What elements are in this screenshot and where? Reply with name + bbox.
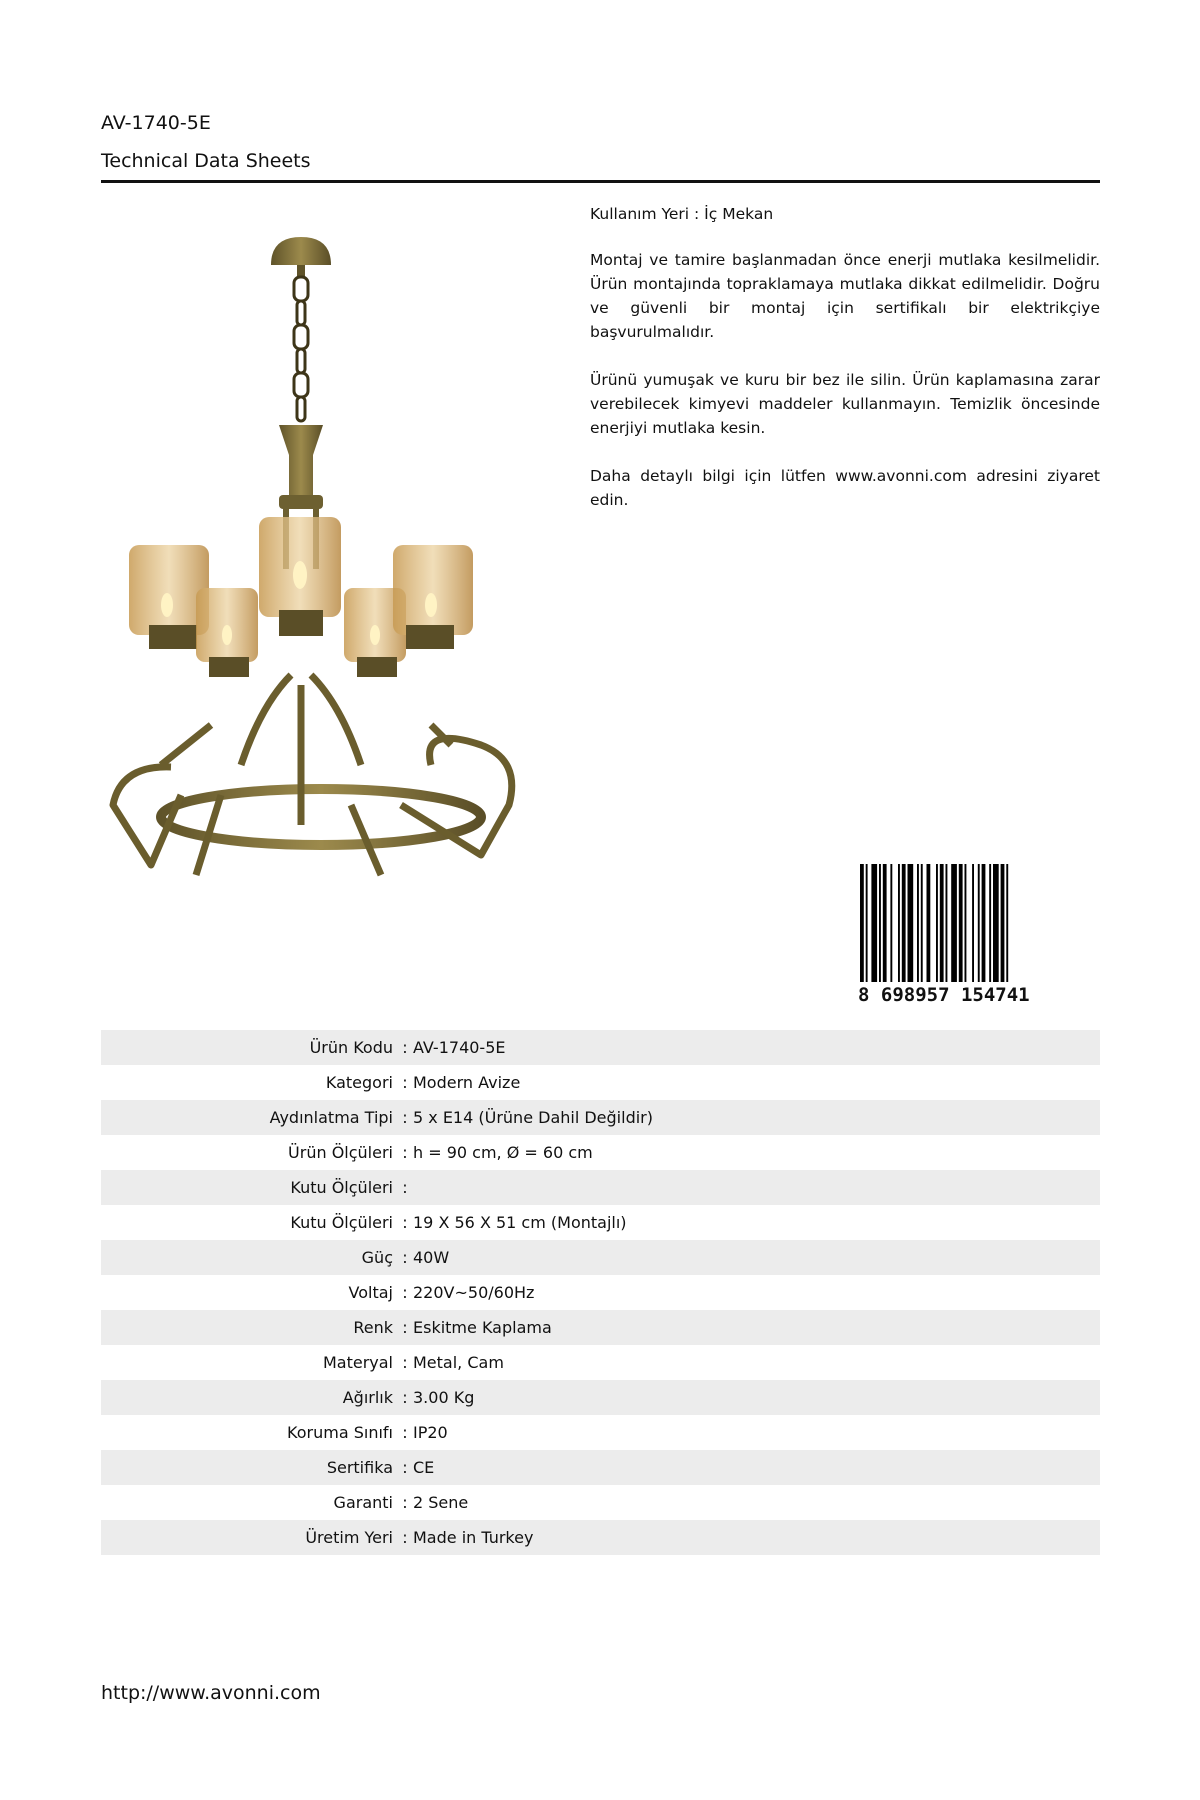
spec-value: CE bbox=[413, 1458, 435, 1477]
spec-value: 3.00 Kg bbox=[413, 1388, 475, 1407]
spec-row bbox=[101, 1240, 1100, 1275]
spec-label: Voltaj bbox=[348, 1283, 393, 1302]
spec-value: Modern Avize bbox=[413, 1073, 521, 1092]
spec-value: 220V~50/60Hz bbox=[413, 1283, 535, 1302]
spec-row bbox=[101, 1380, 1100, 1415]
spec-label: Güç bbox=[361, 1248, 393, 1267]
spec-value: h = 90 cm, Ø = 60 cm bbox=[413, 1143, 593, 1162]
footer-website-link[interactable]: http://www.avonni.com bbox=[101, 1682, 321, 1704]
spec-separator: : bbox=[402, 1493, 408, 1512]
spec-table bbox=[101, 1030, 1100, 1555]
spec-row bbox=[101, 1520, 1100, 1555]
spec-row bbox=[101, 1345, 1100, 1380]
spec-separator: : bbox=[402, 1283, 408, 1302]
spec-separator: : bbox=[402, 1038, 408, 1057]
document-subtitle: Technical Data Sheets bbox=[101, 150, 311, 172]
spec-separator: : bbox=[402, 1528, 408, 1547]
spec-separator: : bbox=[402, 1213, 408, 1232]
spec-separator: : bbox=[402, 1318, 408, 1337]
spec-separator: : bbox=[402, 1458, 408, 1477]
spec-row bbox=[101, 1485, 1100, 1520]
spec-row bbox=[101, 1135, 1100, 1170]
spec-value: Made in Turkey bbox=[413, 1528, 534, 1547]
installation-warning: Montaj ve tamire başlanmadan önce enerji mutlaka kesilmelidir. Ürün montajında topraklamaya mutlaka dikkat edilmelidir. Doğru ve güvenli bir montaj için sertifikalı bir elektrikçiye başvurulmalıdır. bbox=[590, 251, 1100, 341]
spec-value: 2 Sene bbox=[413, 1493, 469, 1512]
spec-row bbox=[101, 1170, 1100, 1205]
spec-label: Koruma Sınıfı bbox=[287, 1423, 393, 1442]
spec-separator: : bbox=[402, 1248, 408, 1267]
spec-label: Kutu Ölçüleri bbox=[290, 1178, 393, 1197]
spec-label: Materyal bbox=[322, 1353, 393, 1372]
spec-row bbox=[101, 1030, 1100, 1065]
spec-separator: : bbox=[402, 1178, 408, 1197]
spec-row bbox=[101, 1100, 1100, 1135]
usage-information bbox=[590, 202, 1100, 536]
usage-location: Kullanım Yeri : İç Mekan bbox=[590, 205, 774, 223]
spec-row bbox=[101, 1275, 1100, 1310]
spec-label: Kategori bbox=[325, 1073, 393, 1092]
spec-separator: : bbox=[402, 1073, 408, 1092]
more-info-note: Daha detaylı bilgi için lütfen www.avonni.com adresini ziyaret edin. bbox=[590, 467, 1100, 509]
spec-row bbox=[101, 1450, 1100, 1485]
spec-label: Ağırlık bbox=[342, 1388, 393, 1407]
cleaning-instructions: Ürünü yumuşak ve kuru bir bez ile silin. Ürün kaplamasına zarar verebilecek kimyevi maddeler kullanmayın. Temizlik öncesinde enerjiyi mutlaka kesin. bbox=[590, 371, 1100, 437]
spec-row bbox=[101, 1310, 1100, 1345]
spec-separator: : bbox=[402, 1353, 408, 1372]
spec-separator: : bbox=[402, 1143, 408, 1162]
spec-row bbox=[101, 1415, 1100, 1450]
spec-separator: : bbox=[402, 1423, 408, 1442]
chandelier-product-image bbox=[101, 205, 571, 965]
spec-label: Ürün Ölçüleri bbox=[288, 1143, 393, 1162]
spec-label: Renk bbox=[353, 1318, 393, 1337]
spec-label: Kutu Ölçüleri bbox=[290, 1213, 393, 1232]
spec-label: Ürün Kodu bbox=[309, 1038, 393, 1057]
spec-value: AV-1740-5E bbox=[413, 1038, 506, 1057]
spec-row bbox=[101, 1205, 1100, 1240]
spec-label: Sertifika bbox=[326, 1458, 393, 1477]
spec-value: Eskitme Kaplama bbox=[413, 1318, 552, 1337]
spec-value: Metal, Cam bbox=[413, 1353, 504, 1372]
spec-value: 40W bbox=[413, 1248, 450, 1267]
header-divider bbox=[101, 180, 1100, 183]
spec-separator: : bbox=[402, 1108, 408, 1127]
spec-value: 19 X 56 X 51 cm (Montajlı) bbox=[413, 1213, 627, 1232]
spec-row bbox=[101, 1065, 1100, 1100]
barcode-digits: 8 698957 154741 bbox=[858, 984, 1030, 1006]
product-code-heading: AV-1740-5E bbox=[101, 112, 211, 134]
spec-label: Garanti bbox=[333, 1493, 393, 1512]
spec-label: Üretim Yeri bbox=[305, 1528, 393, 1547]
spec-label: Aydınlatma Tipi bbox=[269, 1108, 393, 1127]
spec-separator: : bbox=[402, 1388, 408, 1407]
spec-value: IP20 bbox=[413, 1423, 448, 1442]
spec-value: 5 x E14 (Ürüne Dahil Değildir) bbox=[413, 1108, 653, 1127]
